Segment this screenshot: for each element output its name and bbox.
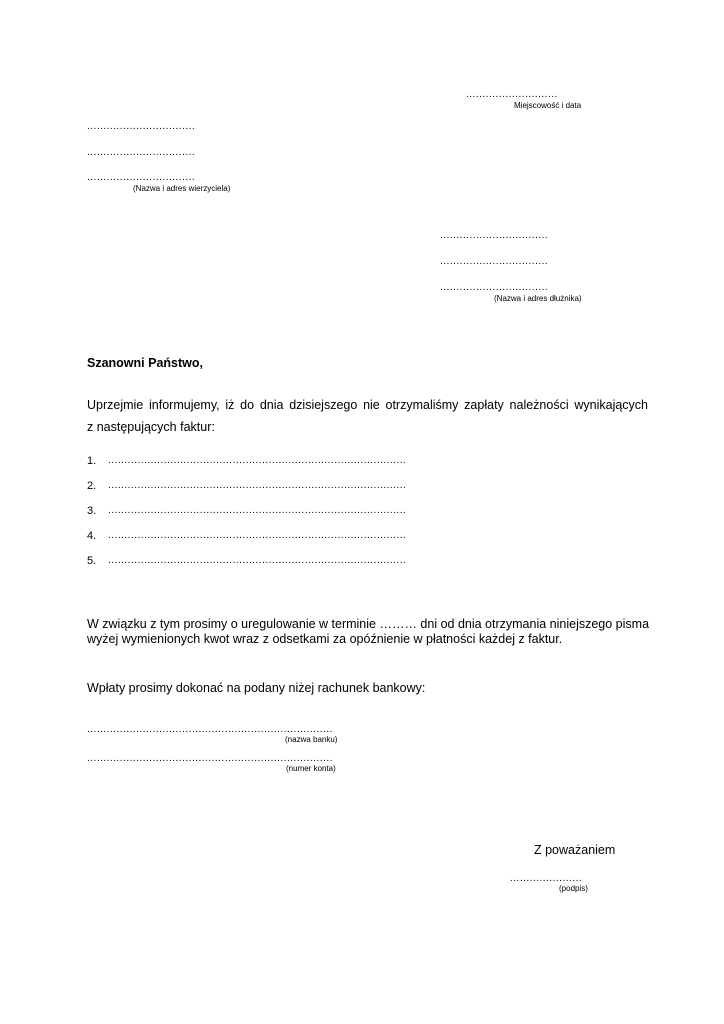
invoice-dots: ........................................................................................... — [108, 455, 407, 466]
bank-name-dots: ........................................................................... — [87, 724, 333, 735]
salutation: Szanowni Państwo, — [87, 356, 203, 370]
bank-account-dots: ........................................................................... — [87, 753, 333, 764]
creditor-label: (Nazwa i adres wierzyciela) — [133, 184, 231, 193]
place-date-label: Miejscowość i data — [514, 101, 582, 110]
request-line-2: wyżej wymienionych kwot wraz z odsetkami za opóźnienie w płatności każdej z faktur. — [87, 632, 563, 646]
invoice-number: 3. — [87, 505, 97, 517]
invoice-dots: ........................................................................................... — [108, 505, 407, 516]
invoice-number: 5. — [87, 555, 97, 567]
signature-label: (podpis) — [559, 884, 588, 893]
place-date-dots: ............................ — [466, 89, 558, 100]
payment-instruction: Wpłaty prosimy dokonać na podany niżej rachunek bankowy: — [87, 681, 426, 695]
invoice-dots: ........................................................................................... — [108, 530, 407, 541]
signature-dots: ...................... — [510, 873, 583, 884]
invoice-number: 2. — [87, 480, 97, 492]
debtor-line-3: ................................. — [440, 282, 549, 293]
bank-account-label: (numer konta) — [286, 764, 336, 773]
invoice-number: 4. — [87, 530, 97, 542]
creditor-line-3: ................................. — [87, 172, 196, 183]
creditor-line-1: ................................. — [87, 121, 196, 132]
intro-line-2: z następujących faktur: — [87, 420, 215, 434]
debtor-line-1: ................................. — [440, 230, 549, 241]
invoice-dots: ........................................................................................... — [108, 480, 407, 491]
bank-name-label: (nazwa banku) — [285, 735, 338, 744]
intro-line-1: Uprzejmie informujemy, iż do dnia dzisiejszego nie otrzymaliśmy zapłaty należności wynikających — [87, 398, 648, 412]
request-line-1: W związku z tym prosimy o uregulowanie w terminie ……… dni od dnia otrzymania niniejszego pisma — [87, 617, 650, 631]
creditor-line-2: ................................. — [87, 147, 196, 158]
debtor-line-2: ................................. — [440, 256, 549, 267]
invoice-number: 1. — [87, 455, 97, 467]
invoice-dots: ........................................................................................... — [108, 555, 407, 566]
closing-regards: Z poważaniem — [534, 843, 616, 857]
debtor-label: (Nazwa i adres dłużnika) — [494, 294, 582, 303]
